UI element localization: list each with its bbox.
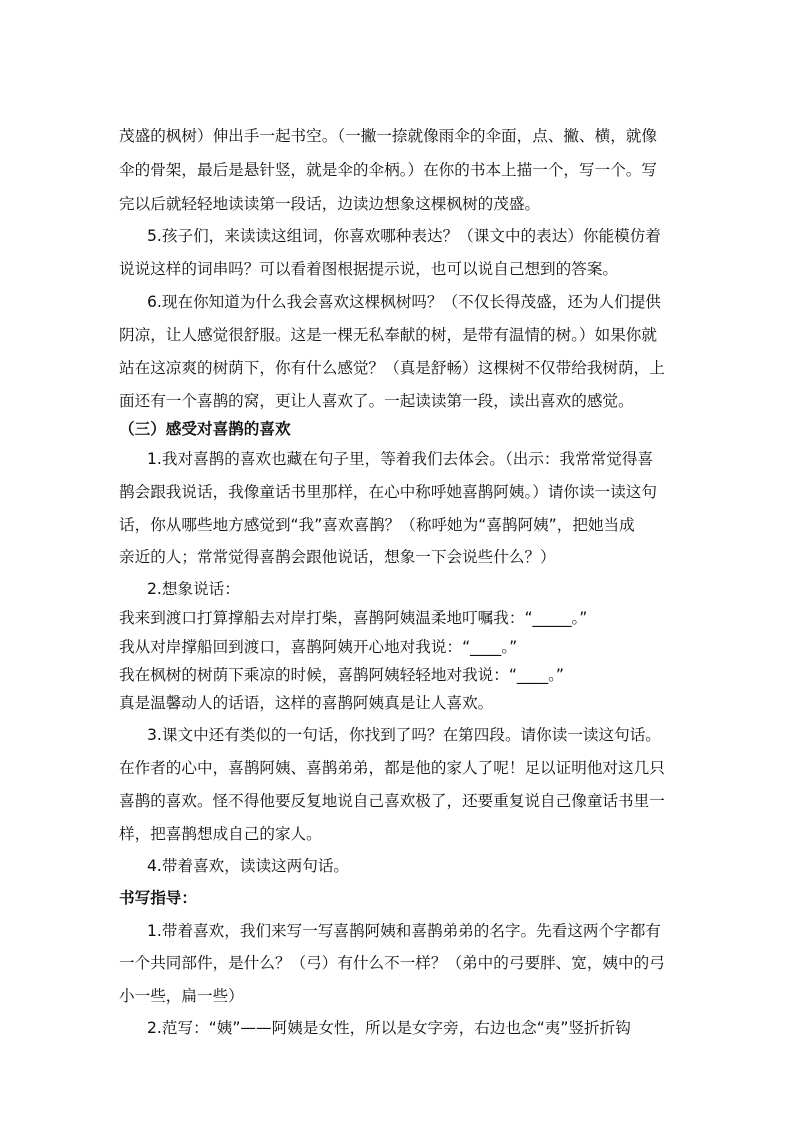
text-line: 样，把喜鹊想成自己的家人。	[119, 825, 322, 843]
section-heading: 书写指导：	[119, 889, 197, 907]
text-line: 我从对岸撑船回到渡口，喜鹊阿姨开心地对我说：“____。”	[119, 638, 518, 656]
text-line: 面还有一个喜鹊的窝，更让人喜欢了。一起读读第一段，读出喜欢的感觉。	[119, 392, 634, 410]
text-line: 我在枫树的树荫下乘凉的时候，喜鹊阿姨轻轻地对我说：“____。”	[119, 666, 564, 684]
text-line: 小一些，扁一些）	[119, 987, 244, 1005]
text-line: 5.孩子们，来读读这组词，你喜欢哪种表达？（课文中的表达）你能模仿着	[147, 227, 661, 245]
text-line: 茂盛的枫树）伸出手一起书空。（一撇一捺就像雨伞的伞面，点、撇、横，就像	[119, 127, 657, 145]
section-heading: （三）感受对喜鹊的喜欢	[119, 420, 291, 438]
text-line: 亲近的人；常常觉得喜鹊会跟他说话，想象一下会说些什么？）	[119, 548, 556, 566]
text-line: 1.我对喜鹊的喜欢也藏在句子里，等着我们去体会。（出示：我常常觉得喜	[147, 450, 654, 468]
text-line: 站在这凉爽的树荫下，你有什么感觉？（真是舒畅）这棵树不仅带给我树荫，上	[119, 359, 665, 377]
text-line: 一个共同部件，是什么？（弓）有什么不一样？（弟中的弓要胖、宽，姨中的弓	[119, 954, 665, 972]
text-line: 2.想象说话：	[147, 580, 240, 598]
text-line: 话，你从哪些地方感觉到“我”喜欢喜鹊？（称呼她为“喜鹊阿姨”，把她当成	[119, 516, 635, 534]
text-line: 我来到渡口打算撑船去对岸打柴，喜鹊阿姨温柔地叮嘱我：“_____。”	[119, 609, 588, 627]
text-line: 在作者的心中，喜鹊阿姨、喜鹊弟弟，都是他的家人了呢！足以证明他对这几只	[119, 759, 665, 777]
text-line: 真是温馨动人的话语，这样的喜鹊阿姨真是让人喜欢。	[119, 694, 494, 712]
text-line: 4.带着喜欢，读读这两句话。	[147, 857, 350, 875]
text-line: 完以后就轻轻地读读第一段话，边读边想象这棵枫树的茂盛。	[119, 195, 541, 213]
text-line: 伞的骨架，最后是悬针竖，就是伞的伞柄。）在你的书本上描一个，写一个。写	[119, 161, 657, 179]
text-line: 鹊会跟我说话，我像童话书里那样，在心中称呼她喜鹊阿姨。）请你读一读这句	[119, 483, 657, 501]
text-line: 喜鹊的喜欢。怪不得他要反复地说自己喜欢极了，还要重复说自己像童话书里一	[119, 792, 665, 810]
text-line: 6.现在你知道为什么我会喜欢这棵枫树吗？（不仅长得茂盛，还为人们提供	[147, 293, 661, 311]
text-line: 1.带着喜欢，我们来写一写喜鹊阿姨和喜鹊弟弟的名字。先看这两个字都有	[147, 922, 661, 940]
text-line: 2.范写：“姨”——阿姨是女性，所以是女字旁，右边也念“夷”竖折折钩	[147, 1019, 631, 1037]
text-line: 说说这样的词串吗？可以看着图根据提示说，也可以说自己想到的答案。	[119, 260, 619, 278]
text-line: 阴凉，让人感觉很舒服。这是一棵无私奉献的树，是带有温情的树。）如果你就	[119, 326, 657, 344]
text-line: 3.课文中还有类似的一句话，你找到了吗？在第四段。请你读一读这句话。	[147, 726, 661, 744]
